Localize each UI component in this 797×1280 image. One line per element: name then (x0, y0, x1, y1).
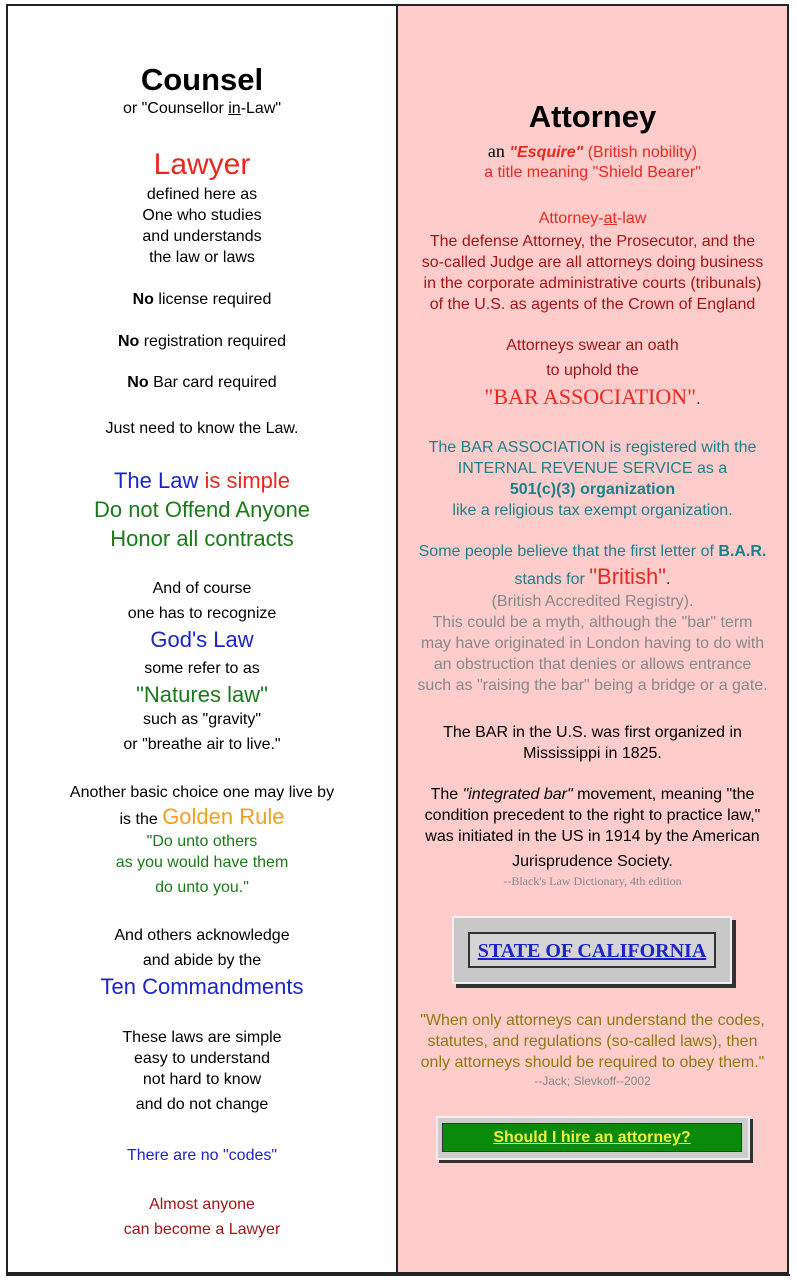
do-unto-others: "Do unto others (146, 833, 258, 850)
integrated-line-4: Jurisprudence Society. (512, 853, 673, 870)
counsel-column (8, 6, 396, 1272)
bottom-border (6, 1274, 790, 1276)
recognize: one has to recognize (127, 605, 277, 622)
lawyer-heading: Lawyer (153, 148, 251, 181)
attorney-column (398, 6, 787, 1272)
believe-line: Some people believe that the first letter of B.A.R. (418, 543, 767, 560)
right-border (787, 4, 789, 1276)
blacks-law-citation: --Black's Law Dictionary, 4th edition (503, 874, 682, 888)
quote-attribution: --Jack; Slevkoff--2002 (534, 1074, 651, 1088)
myth-line-1: This could be a myth, although the "bar" term (432, 614, 753, 631)
abide-by: and abide by the (142, 952, 262, 969)
myth-line-4: such as "raising the bar" being a bridge or a gate. (417, 677, 768, 694)
lawyer-def-2: One who studies (142, 207, 262, 224)
breathe-air: or "breathe air to live." (123, 736, 281, 753)
state-of-california-button[interactable] (452, 916, 732, 984)
lawyer-def-3: and understands (142, 228, 262, 245)
shield-bearer: a title meaning "Shield Bearer" (484, 164, 701, 181)
bar-association: "BAR ASSOCIATION". (484, 384, 701, 409)
state-of-california-link[interactable]: STATE OF CALIFORNIA (477, 940, 707, 962)
refer-to-as: some refer to as (144, 660, 260, 677)
defense-line-2: so-called Judge are all attorneys doing business (421, 254, 764, 271)
and-of-course: And of course (152, 580, 252, 597)
hire-attorney-link[interactable]: Should I hire an attorney? (493, 1129, 691, 1146)
quote-line-1: "When only attorneys can understand the codes, (420, 1012, 765, 1029)
lawyer-def-4: the law or laws (149, 249, 255, 266)
laws-simple-2: easy to understand (133, 1050, 271, 1067)
gravity: such as "gravity" (142, 711, 262, 728)
golden-rule-line: is the Golden Rule (119, 804, 285, 829)
defense-line-4: of the U.S. as agents of the Crown of England (429, 296, 756, 313)
counsel-title: Counsel (140, 62, 264, 97)
no-codes: There are no "codes" (126, 1147, 278, 1164)
do-unto-you: do unto you." (155, 879, 249, 896)
organized-line-1: The BAR in the U.S. was first organized in (443, 724, 742, 741)
hire-attorney-button[interactable] (436, 1116, 750, 1160)
honor-contracts: Honor all contracts (110, 526, 294, 551)
oath-line-1: Attorneys swear an oath (506, 337, 679, 354)
integrated-line-1: The "integrated bar" movement, meaning "the (430, 786, 755, 803)
gods-law: God's Law (150, 627, 254, 652)
quote-line-3: only attorneys should be required to obey them." (420, 1054, 765, 1071)
almost-anyone: Almost anyone (149, 1196, 255, 1213)
organized-line-2: Mississippi in 1825. (523, 745, 662, 762)
ten-commandments: Ten Commandments (100, 974, 304, 999)
myth-line-3: an obstruction that denies or allows entrance (433, 656, 752, 673)
defense-line-3: in the corporate administrative courts (tribunals) (423, 275, 762, 292)
accredited-registry: (British Accredited Registry). (491, 593, 694, 610)
others-acknowledge: And others acknowledge (114, 927, 290, 944)
lawyer-def-1: defined here as (146, 186, 258, 203)
counsel-subtitle: or "Counsellor in-Law" (122, 100, 282, 117)
laws-simple-4: and do not change (135, 1096, 269, 1113)
no-license: No license required (132, 291, 272, 308)
stands-for-british: stands for "British". (514, 564, 671, 589)
natures-law: "Natures law" (136, 682, 268, 707)
integrated-line-3: was initiated in the US in 1914 by the American (425, 828, 760, 845)
laws-simple-3: not hard to know (142, 1071, 262, 1088)
do-not-offend: Do not Offend Anyone (93, 497, 311, 522)
registered-line-4: like a religious tax exempt organization. (452, 502, 733, 519)
laws-simple-1: These laws are simple (122, 1029, 282, 1046)
myth-line-2: may have originated in London having to do with (420, 635, 765, 652)
attorney-at-law: Attorney-at-law (538, 210, 647, 227)
integrated-line-2: condition precedent to the right to practice law," (424, 807, 761, 824)
defense-line-1: The defense Attorney, the Prosecutor, and the (429, 233, 756, 250)
just-know-law: Just need to know the Law. (105, 420, 299, 437)
registered-501c3: 501(c)(3) organization (509, 481, 676, 498)
another-choice: Another basic choice one may live by (69, 784, 335, 801)
law-simple: The Law is simple (113, 468, 291, 493)
registered-line-2: INTERNAL REVENUE SERVICE as a (457, 460, 728, 477)
registered-line-1: The BAR ASSOCIATION is registered with the (428, 439, 757, 456)
oath-line-2: to uphold the (546, 362, 639, 379)
no-registration: No registration required (117, 333, 287, 350)
as-you-would: as you would have them (115, 854, 289, 871)
quote-line-2: statutes, and regulations (so-called laws), then (427, 1033, 758, 1050)
become-lawyer: can become a Lawyer (123, 1221, 281, 1238)
attorney-title: Attorney (528, 99, 657, 134)
no-bar-card: No Bar card required (127, 374, 277, 391)
esquire-line: an "Esquire" (British nobility) (487, 141, 698, 161)
